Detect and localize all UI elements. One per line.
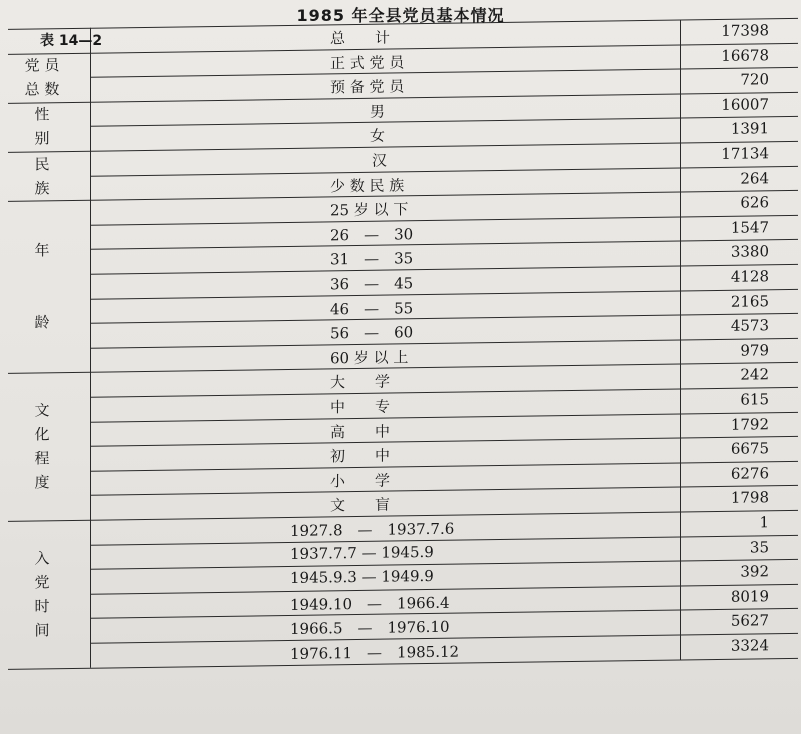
row-label: 预 备 党 员 [330, 77, 405, 97]
row-value: 16007 [721, 95, 769, 114]
row-value: 615 [740, 390, 769, 409]
row-divider [90, 461, 798, 472]
row-divider [90, 116, 798, 127]
row-label: 1976.11 — 1985.12 [290, 642, 460, 663]
row-divider [90, 288, 798, 299]
row-value: 242 [740, 365, 769, 385]
row-label: 1966.5 — 1976.10 [290, 618, 450, 639]
row-label: 男 [370, 102, 386, 121]
row-label: 汉 [372, 151, 388, 170]
row-label: 少 数 民 族 [330, 175, 405, 195]
category-column-border [90, 28, 91, 668]
row-label: 56 — 60 [330, 323, 414, 343]
row-label: 高 中 [330, 422, 391, 441]
row-divider [90, 313, 798, 324]
row-value: 6276 [730, 464, 769, 483]
category-label: 性 别 [34, 105, 50, 148]
row-value: 17134 [721, 144, 769, 163]
row-divider [90, 67, 798, 78]
table-number: 表 14—2 [40, 33, 103, 49]
row-value: 16678 [721, 45, 769, 65]
row-value: 720 [740, 70, 769, 89]
row-divider [90, 264, 798, 275]
row-value: 8019 [730, 587, 769, 606]
row-label: 女 [370, 127, 386, 146]
row-value: 2165 [730, 291, 769, 311]
category-label: 文 化 程 度 [34, 401, 50, 492]
row-label: 总 计 [330, 28, 391, 48]
row-label: 1949.10 — 1966.4 [290, 593, 450, 614]
row-value: 264 [740, 168, 769, 188]
row-label: 1927.8 — 1937.7.6 [290, 519, 455, 540]
row-label: 文 盲 [330, 495, 391, 515]
row-label: 26 — 30 [330, 225, 414, 245]
category-label: 党 员 总 数 [24, 56, 60, 99]
row-divider [90, 165, 798, 176]
table-title: 1985 年全县党员基本情况 [296, 6, 505, 25]
row-label: 60 岁 以 上 [330, 348, 409, 368]
category-label: 年 龄 [34, 241, 50, 332]
row-divider [90, 559, 798, 570]
row-divider [90, 338, 798, 349]
row-label: 25 岁 以 下 [330, 200, 409, 220]
row-divider [90, 485, 798, 496]
row-label: 大 学 [330, 372, 391, 392]
stats-table [0, 9, 801, 726]
row-value: 1798 [730, 488, 769, 508]
row-divider [90, 387, 798, 398]
category-label: 入 党 时 间 [34, 549, 50, 640]
row-label: 46 — 55 [330, 298, 414, 318]
row-value: 1792 [730, 414, 769, 434]
row-value: 3380 [730, 242, 769, 262]
row-value: 979 [740, 341, 769, 360]
row-label: 中 专 [330, 397, 391, 417]
row-value: 626 [740, 193, 769, 212]
row-label: 1945.9.3 — 1949.9 [290, 567, 434, 588]
row-label: 1937.7.7 — 1945.9 [290, 542, 434, 563]
row-label: 36 — 45 [330, 274, 414, 294]
row-value: 392 [740, 562, 769, 581]
row-value: 4573 [730, 316, 769, 335]
row-label: 小 学 [330, 471, 391, 491]
row-divider [90, 436, 798, 447]
row-value: 6675 [730, 439, 769, 458]
row-label: 初 中 [330, 446, 391, 466]
row-label: 31 — 35 [330, 249, 414, 269]
row-value: 35 [749, 537, 769, 557]
row-label: 正 式 党 员 [330, 52, 405, 72]
row-value: 1391 [730, 119, 769, 139]
value-column-border [680, 19, 681, 659]
row-value: 1547 [730, 218, 769, 237]
row-value: 4128 [730, 267, 769, 286]
row-value: 17398 [721, 21, 769, 40]
row-divider [90, 239, 798, 250]
row-value: 5627 [730, 611, 769, 631]
category-label: 民 族 [34, 154, 50, 198]
row-value: 3324 [730, 636, 769, 655]
row-divider [90, 411, 798, 422]
row-divider [90, 215, 798, 226]
row-value: 1 [759, 513, 769, 532]
